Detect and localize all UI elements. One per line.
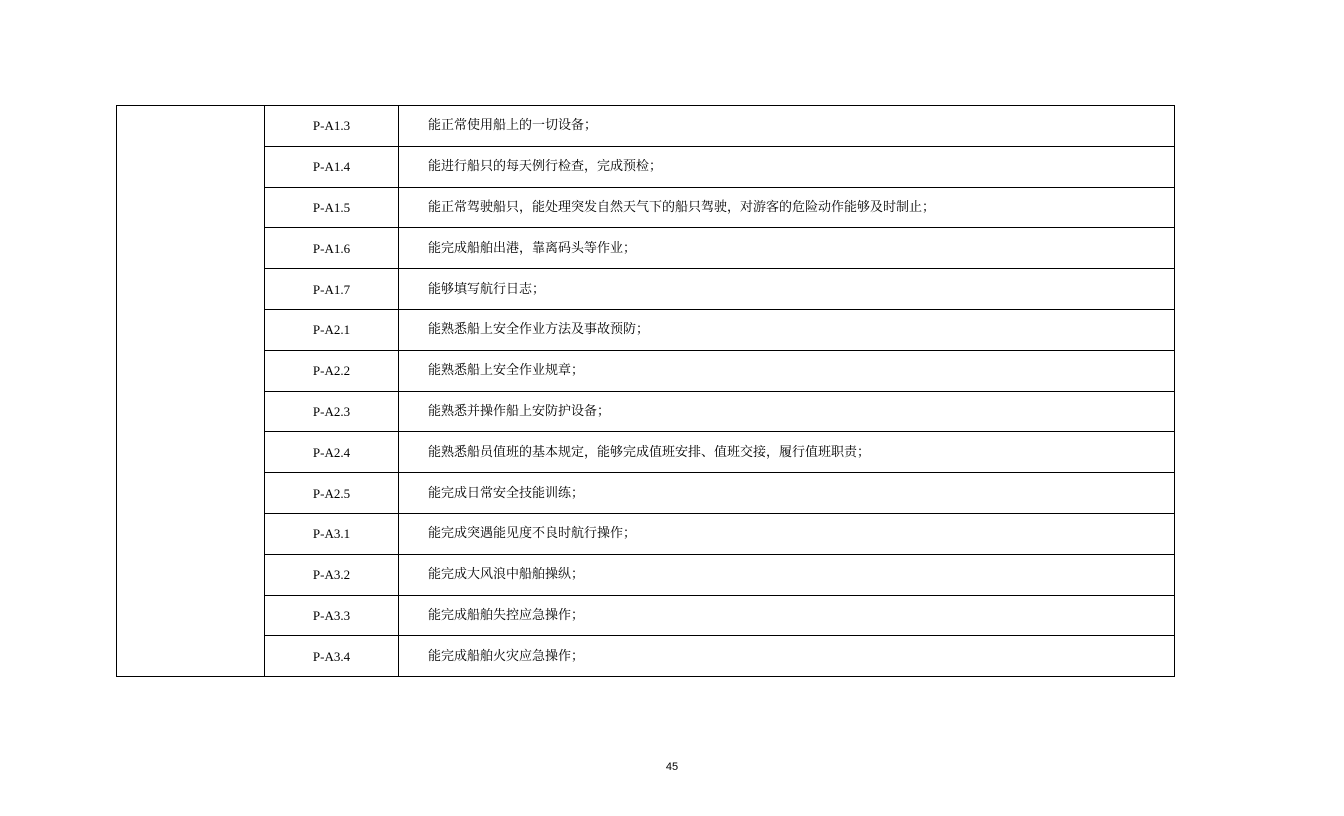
competency-description: 能完成船舶火灾应急操作； [399,636,1175,677]
competency-table [116,105,1175,677]
competency-code: P-A3.4 [265,636,399,677]
table-row [117,391,1175,432]
competency-description: 能熟悉并操作船上安防护设备； [399,391,1175,432]
table-row [117,595,1175,636]
table-body [117,106,1175,677]
competency-description: 能熟悉船员值班的基本规定，能够完成值班安排、值班交接，履行值班职责； [399,432,1175,473]
competency-code: P-A2.4 [265,432,399,473]
competency-code: P-A2.3 [265,391,399,432]
competency-code: P-A1.7 [265,269,399,310]
table-row [117,269,1175,310]
competency-code: P-A2.2 [265,350,399,391]
competency-description: 能完成船舶出港，靠离码头等作业； [399,228,1175,269]
competency-code: P-A1.3 [265,106,399,147]
table-row [117,554,1175,595]
table-row [117,636,1175,677]
competency-code: P-A3.3 [265,595,399,636]
competency-description: 能熟悉船上安全作业规章； [399,350,1175,391]
competency-code: P-A1.4 [265,146,399,187]
competency-description: 能够填写航行日志； [399,269,1175,310]
table-row [117,473,1175,514]
table-row [117,350,1175,391]
competency-code: P-A2.5 [265,473,399,514]
table-row [117,309,1175,350]
table-row [117,513,1175,554]
competency-code: P-A1.6 [265,228,399,269]
competency-description: 能完成日常安全技能训练； [399,473,1175,514]
competency-code: P-A1.5 [265,187,399,228]
competency-description: 能完成大风浪中船舶操纵； [399,554,1175,595]
competency-description: 能正常驾驶船只，能处理突发自然天气下的船只驾驶，对游客的危险动作能够及时制止； [399,187,1175,228]
table-row [117,432,1175,473]
competency-code: P-A3.2 [265,554,399,595]
page-number: 45 [665,761,679,773]
table-row [117,228,1175,269]
competency-description: 能完成突遇能见度不良时航行操作； [399,513,1175,554]
table-row [117,187,1175,228]
competency-description: 能熟悉船上安全作业方法及事故预防； [399,309,1175,350]
competency-description: 能进行船只的每天例行检查，完成预检； [399,146,1175,187]
competency-code: P-A3.1 [265,513,399,554]
competency-description: 能完成船舶失控应急操作； [399,595,1175,636]
competency-description: 能正常使用船上的一切设备； [399,106,1175,147]
category-cell [117,106,265,677]
table-row [117,146,1175,187]
table-row [117,106,1175,147]
competency-code: P-A2.1 [265,309,399,350]
